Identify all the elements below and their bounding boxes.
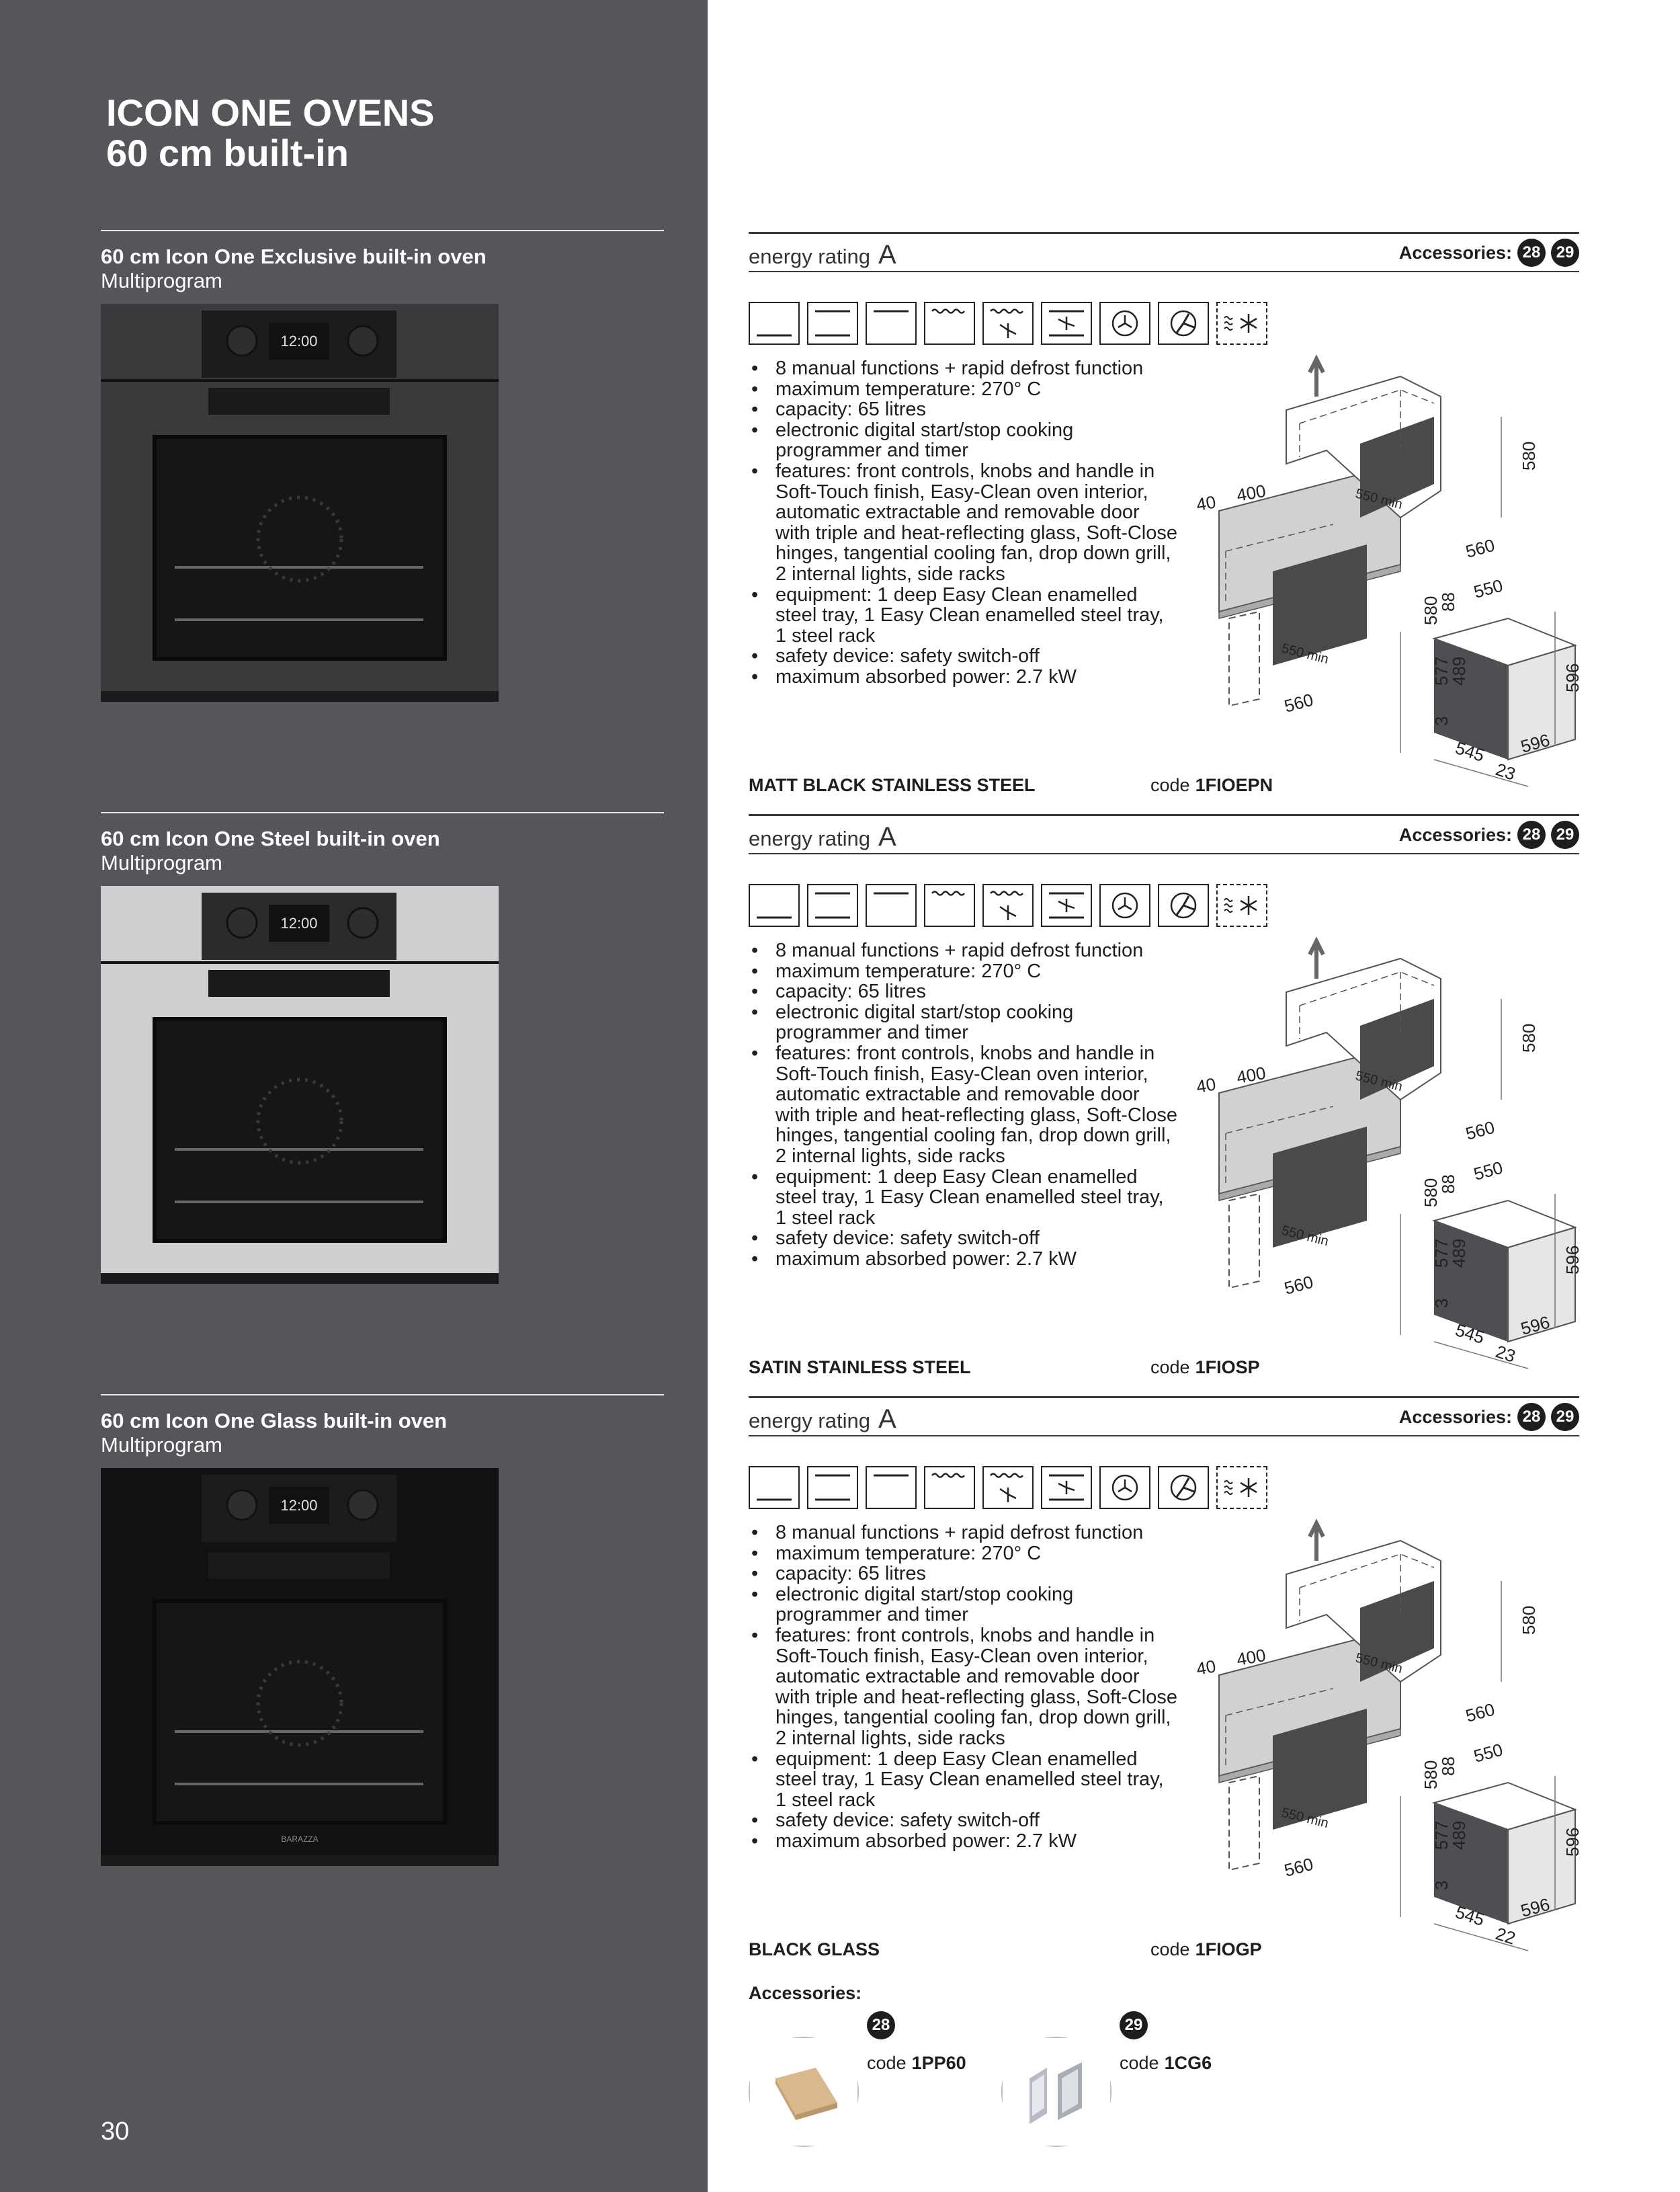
feature-list [749, 1523, 1179, 1852]
feature-item: • 8 manual functions + rapid defrost function [749, 940, 1179, 961]
feature-item: • capacity: 65 litres [749, 1564, 1179, 1584]
dimension-label: 560 [1463, 1699, 1497, 1726]
defrost-icon [1216, 884, 1267, 927]
page-number: 30 [101, 2117, 130, 2146]
dimension-label: 22 [1493, 1923, 1518, 1949]
accessory-number-badge[interactable]: 29 [1551, 239, 1579, 267]
divider [749, 271, 1579, 272]
product-header [101, 1394, 664, 1878]
top-bottom-heat-icon [807, 1466, 858, 1509]
dimension-label: 577 [1431, 656, 1452, 686]
product-specs [749, 1396, 1583, 1981]
product-header [101, 812, 664, 1296]
dimension-label: 550 min [1279, 641, 1331, 667]
bottom-heat-icon [749, 884, 800, 927]
feature-item: • features: front controls, knobs and handle in Soft-Touch finish, Easy-Clean oven interior, automatic extractable and removable door with triple and heat-reflecting glass, Soft-Close hinges, tangential cooling fan, drop down grill, 2 internal lights, side racks [749, 1043, 1179, 1167]
convection-fan-icon [1099, 1466, 1150, 1509]
oven-brand-logo: BARAZZA [281, 1834, 319, 1844]
grill-icon [924, 884, 975, 927]
accessory-number-badge[interactable]: 28 [1517, 821, 1546, 849]
dimension-label: 550 min [1353, 486, 1404, 513]
accessories-section [749, 1983, 1579, 2185]
function-icons [749, 302, 1275, 345]
dimension-label: 545 [1453, 737, 1487, 766]
dimension-label: 596 [1518, 1894, 1552, 1921]
accessory-code: code 1CG6 [1120, 2053, 1212, 2073]
divider [749, 1435, 1579, 1436]
fan-grill-icon [982, 302, 1034, 345]
oven-display-time: 12:00 [280, 333, 318, 350]
feature-item: • electronic digital start/stop cooking programmer and timer [749, 1584, 1179, 1625]
dimension-label: 545 [1453, 1320, 1487, 1348]
divider [101, 812, 664, 813]
feature-item: • features: front controls, knobs and handle in Soft-Touch finish, Easy-Clean oven interior, automatic extractable and removable door with triple and heat-reflecting glass, Soft-Close hinges, tangential cooling fan, drop down grill, 2 internal lights, side racks [749, 1625, 1179, 1749]
dimension-label: 88 [1438, 1174, 1458, 1194]
dimension-label: 580 [1421, 1178, 1441, 1207]
divider [749, 853, 1579, 854]
dimension-label: 3 [1431, 1298, 1452, 1308]
dimension-label: 489 [1449, 1238, 1469, 1268]
divider [749, 232, 1579, 234]
dimension-label: 40 [1194, 1073, 1218, 1097]
dimension-label: 560 [1282, 1271, 1316, 1299]
feature-item: • features: front controls, knobs and handle in Soft-Touch finish, Easy-Clean oven interior, automatic extractable and removable door with triple and heat-reflecting glass, Soft-Close hinges, tangential cooling fan, drop down grill, 2 internal lights, side racks [749, 461, 1179, 585]
dimension-label: 596 [1562, 663, 1583, 692]
fan-grill-icon [982, 884, 1034, 927]
accessory-number-badge: 28 [867, 2011, 895, 2039]
feature-item: • equipment: 1 deep Easy Clean enamelled steel tray, 1 Easy Clean enamelled steel tray, 1 steel rack [749, 1749, 1179, 1811]
turbo-fan-icon [1158, 302, 1209, 345]
energy-rating-value: A [878, 240, 896, 270]
feature-item: • safety device: safety switch-off [749, 1228, 1179, 1249]
top-heat-icon [866, 1466, 917, 1509]
product-specs [749, 232, 1583, 817]
dimension-label: 560 [1463, 1117, 1497, 1144]
feature-item: • safety device: safety switch-off [749, 1810, 1179, 1831]
feature-item: • maximum absorbed power: 2.7 kW [749, 1831, 1179, 1852]
feature-item: • equipment: 1 deep Easy Clean enamelled steel tray, 1 Easy Clean enamelled steel tray, 1 steel rack [749, 585, 1179, 647]
dimension-label: 88 [1438, 592, 1458, 612]
dimension-label: 580 [1421, 596, 1441, 625]
accessories-reference: Accessories: 28 29 [1399, 1403, 1579, 1431]
feature-item: • maximum temperature: 270° C [749, 379, 1179, 400]
finish-color-name: MATT BLACK STAINLESS STEEL [749, 775, 1036, 795]
dimension-label: 550 [1471, 1739, 1505, 1767]
accessories-reference: Accessories: 28 29 [1399, 239, 1579, 267]
dimension-label: 550 min [1353, 1650, 1404, 1677]
energy-rating: energy rating A [749, 822, 896, 852]
feature-item: • capacity: 65 litres [749, 981, 1179, 1002]
convection-fan-icon [1099, 884, 1150, 927]
feature-item: • electronic digital start/stop cooking programmer and timer [749, 1002, 1179, 1043]
dimension-label: 40 [1194, 1656, 1218, 1679]
dimension-label: 560 [1282, 689, 1316, 717]
dimension-label: 560 [1463, 534, 1497, 562]
accessories-reference: Accessories: 28 29 [1399, 821, 1579, 849]
installation-diagram [1179, 932, 1583, 1367]
pizza-stone-icon [749, 2037, 859, 2147]
finish-color-name: BLACK GLASS [749, 1939, 880, 1959]
feature-list [749, 940, 1179, 1270]
telescopic-guides-icon [1001, 2037, 1111, 2147]
bottom-heat-icon [749, 302, 800, 345]
oven-photo [101, 886, 499, 1284]
dimension-label: 596 [1562, 1827, 1583, 1857]
dimension-label: 400 [1234, 480, 1267, 505]
fan-grill-icon [982, 1466, 1034, 1509]
product-code: code 1FIOSP [1150, 1357, 1260, 1377]
accessories-title: Accessories: [749, 1983, 862, 2003]
feature-list [749, 358, 1179, 688]
dimension-label: 577 [1431, 1238, 1452, 1268]
dimension-label: 580 [1421, 1760, 1441, 1789]
dimension-label: 596 [1518, 1311, 1552, 1339]
oven-photo [101, 1468, 499, 1866]
feature-item: • maximum temperature: 270° C [749, 1543, 1179, 1564]
oven-photo [101, 304, 499, 702]
dimension-label: 550 min [1279, 1223, 1331, 1250]
feature-item: • 8 manual functions + rapid defrost function [749, 358, 1179, 379]
fan-assisted-icon [1041, 302, 1092, 345]
product-subtitle: Multiprogram [101, 851, 222, 875]
dimension-label: 489 [1449, 1820, 1469, 1850]
divider [101, 1394, 664, 1395]
dimension-label: 3 [1431, 716, 1452, 726]
product-code: code 1FIOGP [1150, 1939, 1262, 1959]
top-heat-icon [866, 302, 917, 345]
oven-display-time: 12:00 [280, 1497, 318, 1514]
dimension-label: 550 [1471, 1157, 1505, 1184]
fan-assisted-icon [1041, 1466, 1092, 1509]
dimension-label: 580 [1519, 1605, 1539, 1635]
product-name: 60 cm Icon One Steel built-in oven [101, 827, 440, 850]
oven-display-time: 12:00 [280, 915, 318, 932]
page-title [106, 93, 435, 173]
grill-icon [924, 302, 975, 345]
feature-item: • maximum absorbed power: 2.7 kW [749, 1249, 1179, 1270]
dimension-label: 3 [1431, 1880, 1452, 1890]
dimension-label: 577 [1431, 1820, 1452, 1850]
defrost-icon [1216, 1466, 1267, 1509]
turbo-fan-icon [1158, 1466, 1209, 1509]
feature-item: • equipment: 1 deep Easy Clean enamelled steel tray, 1 Easy Clean enamelled steel tray, 1 steel rack [749, 1167, 1179, 1229]
feature-item: • maximum temperature: 270° C [749, 961, 1179, 982]
accessory-code: code 1PP60 [867, 2053, 966, 2073]
product-header [101, 230, 664, 714]
dimension-label: 489 [1449, 656, 1469, 686]
accessory-number-badge[interactable]: 29 [1551, 1403, 1579, 1431]
finish-color-name: SATIN STAINLESS STEEL [749, 1357, 971, 1377]
dimension-label: 550 min [1353, 1068, 1404, 1095]
product-subtitle: Multiprogram [101, 1433, 222, 1457]
dimension-label: 545 [1453, 1902, 1487, 1931]
dimension-label: 400 [1234, 1644, 1267, 1670]
top-bottom-heat-icon [807, 884, 858, 927]
feature-item: • capacity: 65 litres [749, 399, 1179, 420]
divider [749, 814, 1579, 816]
turbo-fan-icon [1158, 884, 1209, 927]
bottom-heat-icon [749, 1466, 800, 1509]
page-title-line2: 60 cm built-in [106, 132, 349, 174]
feature-item: • 8 manual functions + rapid defrost function [749, 1523, 1179, 1543]
dimension-label: 596 [1518, 729, 1552, 757]
accessory-number-badge: 29 [1120, 2011, 1148, 2039]
accessory-number-badge[interactable]: 28 [1517, 239, 1546, 267]
dimension-label: 560 [1282, 1853, 1316, 1881]
defrost-icon [1216, 302, 1267, 345]
divider [101, 230, 664, 231]
dimension-label: 580 [1519, 441, 1539, 471]
accessory-number-badge[interactable]: 29 [1551, 821, 1579, 849]
page-title-line1: ICON ONE OVENS [106, 91, 435, 134]
top-heat-icon [866, 884, 917, 927]
installation-diagram [1179, 1514, 1583, 1949]
installation-diagram [1179, 350, 1583, 784]
dimension-label: 596 [1562, 1245, 1583, 1274]
feature-item: • maximum absorbed power: 2.7 kW [749, 667, 1179, 688]
dimension-label: 550 min [1279, 1805, 1331, 1832]
dimension-label: 400 [1234, 1062, 1267, 1088]
feature-item: • safety device: safety switch-off [749, 646, 1179, 667]
dimension-label: 88 [1438, 1756, 1458, 1776]
dimension-label: 23 [1493, 759, 1518, 784]
convection-fan-icon [1099, 302, 1150, 345]
function-icons [749, 884, 1275, 927]
product-name: 60 cm Icon One Exclusive built-in oven [101, 245, 487, 268]
energy-rating: energy rating A [749, 1404, 896, 1434]
dimension-label: 40 [1194, 491, 1218, 515]
function-icons [749, 1466, 1275, 1509]
product-code: code 1FIOEPN [1150, 775, 1273, 795]
divider [749, 1396, 1579, 1398]
fan-assisted-icon [1041, 884, 1092, 927]
dimension-label: 580 [1519, 1023, 1539, 1053]
grill-icon [924, 1466, 975, 1509]
product-subtitle: Multiprogram [101, 269, 222, 292]
energy-rating-value: A [878, 1404, 896, 1434]
energy-rating: energy rating A [749, 240, 896, 270]
feature-item: • electronic digital start/stop cooking programmer and timer [749, 420, 1179, 461]
accessory-number-badge[interactable]: 28 [1517, 1403, 1546, 1431]
product-specs [749, 814, 1583, 1399]
top-bottom-heat-icon [807, 302, 858, 345]
energy-rating-value: A [878, 822, 896, 852]
product-name: 60 cm Icon One Glass built-in oven [101, 1409, 448, 1432]
dimension-label: 550 [1471, 575, 1505, 602]
dimension-label: 23 [1493, 1341, 1518, 1367]
